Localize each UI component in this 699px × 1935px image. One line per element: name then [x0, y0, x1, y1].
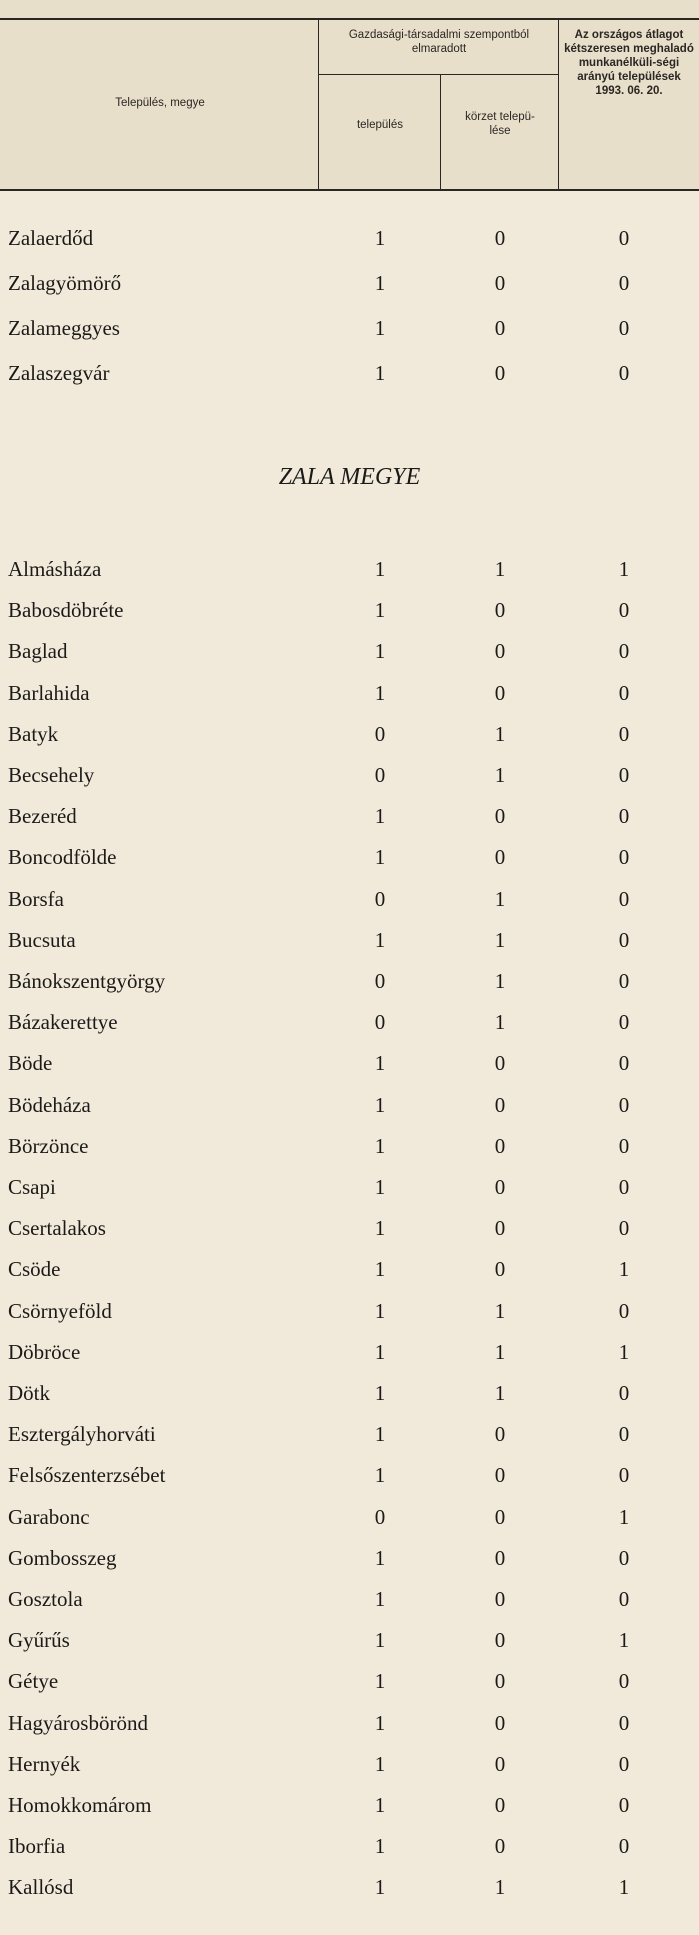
value-telepules: 1: [374, 1628, 386, 1653]
value-orszagos: 0: [618, 1010, 630, 1035]
value-orszagos: 0: [618, 1133, 630, 1158]
table-row: [0, 1249, 699, 1289]
value-telepules: 1: [374, 1422, 386, 1447]
value-korzet: 0: [494, 1092, 506, 1117]
value-orszagos: 0: [618, 598, 630, 623]
value-telepules: 1: [374, 316, 386, 340]
settlement-name: Garabonc: [8, 1504, 90, 1529]
value-korzet: 1: [494, 1010, 506, 1035]
value-telepules: 0: [374, 763, 386, 787]
table-row: [0, 1291, 699, 1331]
table-row: [0, 1744, 699, 1784]
section-title: ZALA MEGYE: [278, 464, 421, 490]
value-korzet: 1: [494, 721, 506, 746]
group-divider-rule: [318, 74, 559, 75]
value-telepules: 1: [374, 1133, 386, 1158]
value-korzet: 1: [494, 557, 506, 581]
col-divider-1: [318, 18, 319, 190]
value-korzet: 0: [494, 1587, 506, 1611]
value-orszagos: 0: [618, 316, 630, 340]
value-korzet: 0: [494, 316, 506, 340]
table-row: [0, 549, 699, 589]
value-telepules: 0: [374, 886, 386, 911]
settlement-name: Becsehely: [8, 763, 95, 787]
table-row: [0, 590, 699, 630]
table-row: [0, 308, 699, 348]
settlement-name: Zalameggyes: [8, 316, 120, 340]
value-telepules: 1: [374, 598, 386, 623]
header-bottom-rule: [0, 189, 699, 191]
value-korzet: 0: [494, 845, 506, 870]
value-korzet: 0: [494, 1710, 506, 1735]
table-row: [0, 673, 699, 713]
settlement-name: Börzönce: [8, 1133, 89, 1158]
col-divider-3: [558, 18, 559, 190]
settlement-name: Esztergályhorváti: [8, 1422, 156, 1447]
value-telepules: 1: [374, 226, 386, 250]
settlement-name: Csörnyeföld: [8, 1298, 112, 1323]
value-orszagos: 1: [618, 1257, 630, 1282]
settlement-name: Bezeréd: [8, 804, 77, 829]
value-korzet: 1: [494, 886, 506, 911]
table-row: [0, 755, 699, 795]
value-korzet: 1: [494, 927, 506, 952]
value-orszagos: 0: [618, 1051, 630, 1076]
table-row: [0, 1208, 699, 1248]
settlement-name: Borsfa: [8, 886, 64, 911]
table-row: [0, 961, 699, 1001]
settlement-name: Zalaerdőd: [8, 226, 94, 250]
col-divider-2: [440, 74, 441, 190]
table-row: [0, 1126, 699, 1166]
value-telepules: 1: [374, 1463, 386, 1488]
settlement-name: Böde: [8, 1051, 53, 1076]
value-korzet: 0: [494, 1793, 506, 1817]
value-telepules: 1: [374, 1257, 386, 1282]
value-orszagos: 0: [618, 804, 630, 829]
value-korzet: 0: [494, 1545, 506, 1570]
value-orszagos: 0: [618, 1545, 630, 1570]
value-telepules: 0: [374, 721, 386, 746]
table-header: [0, 0, 699, 191]
table-row: [0, 1785, 699, 1825]
table-row: [0, 1620, 699, 1660]
table-row: [0, 353, 699, 393]
settlement-name: Boncodfölde: [8, 845, 117, 870]
value-telepules: 1: [374, 1298, 386, 1323]
settlement-name: Bázakerettye: [8, 1010, 118, 1035]
value-orszagos: 0: [618, 361, 630, 385]
table-row: [0, 1085, 699, 1125]
table-row: [0, 1332, 699, 1372]
value-telepules: 1: [374, 1381, 386, 1405]
value-orszagos: 0: [618, 1092, 630, 1117]
value-telepules: 1: [374, 639, 386, 664]
value-orszagos: 0: [618, 1587, 630, 1611]
table-row: [0, 263, 699, 303]
value-orszagos: 0: [618, 680, 630, 705]
table-row: [0, 837, 699, 877]
settlement-name: Batyk: [8, 721, 59, 746]
value-telepules: 0: [374, 1504, 386, 1529]
settlement-name: Csöde: [8, 1257, 61, 1282]
value-orszagos: 0: [618, 1175, 630, 1199]
settlement-name: Gyűrűs: [8, 1628, 70, 1653]
table-row: [0, 631, 699, 671]
value-korzet: 0: [494, 680, 506, 705]
table-row: [0, 920, 699, 960]
value-telepules: 0: [374, 969, 386, 993]
settlement-name: Almásháza: [8, 557, 102, 581]
value-korzet: 0: [494, 1216, 506, 1241]
value-orszagos: 0: [618, 969, 630, 993]
value-orszagos: 0: [618, 271, 630, 295]
value-korzet: 0: [494, 1175, 506, 1199]
value-korzet: 0: [494, 226, 506, 250]
table-row: [0, 1497, 699, 1537]
value-korzet: 0: [494, 1751, 506, 1776]
value-orszagos: 0: [618, 763, 630, 787]
table-row: [0, 1455, 699, 1495]
value-orszagos: 0: [618, 927, 630, 952]
settlement-name: Zalaszegvár: [8, 361, 110, 385]
value-orszagos: 0: [618, 1834, 630, 1859]
table-row: [0, 1826, 699, 1866]
value-orszagos: 0: [618, 226, 630, 250]
value-korzet: 0: [494, 1257, 506, 1282]
value-korzet: 0: [494, 1133, 506, 1158]
settlement-name: Gombosszeg: [8, 1545, 117, 1570]
value-korzet: 1: [494, 763, 506, 787]
value-telepules: 1: [374, 1669, 386, 1694]
settlement-name: Csertalakos: [8, 1216, 106, 1241]
value-telepules: 1: [374, 557, 386, 581]
value-korzet: 0: [494, 598, 506, 623]
settlement-name: Gosztola: [8, 1587, 83, 1611]
value-telepules: 1: [374, 1710, 386, 1735]
value-telepules: 1: [374, 1216, 386, 1241]
value-korzet: 1: [494, 1298, 506, 1323]
value-telepules: 1: [374, 1339, 386, 1364]
table-row: [0, 218, 699, 258]
value-orszagos: 0: [618, 721, 630, 746]
value-korzet: 0: [494, 1834, 506, 1859]
table-row: [0, 1538, 699, 1578]
value-orszagos: 0: [618, 1669, 630, 1694]
value-telepules: 0: [374, 1010, 386, 1035]
value-orszagos: 0: [618, 1381, 630, 1405]
value-orszagos: 0: [618, 1216, 630, 1241]
value-korzet: 0: [494, 361, 506, 385]
value-orszagos: 1: [618, 1504, 630, 1529]
value-korzet: 0: [494, 271, 506, 295]
header-top-rule: [0, 18, 699, 20]
value-telepules: 1: [374, 271, 386, 295]
value-orszagos: 1: [618, 1339, 630, 1364]
value-korzet: 1: [494, 1339, 506, 1364]
value-telepules: 1: [374, 927, 386, 952]
value-telepules: 1: [374, 1175, 386, 1199]
settlement-name: Bucsuta: [8, 927, 76, 952]
table-row: [0, 1167, 699, 1207]
value-orszagos: 1: [618, 1628, 630, 1653]
value-orszagos: 0: [618, 639, 630, 664]
value-korzet: 0: [494, 639, 506, 664]
settlement-name: Gétye: [8, 1669, 59, 1694]
table-row: [0, 714, 699, 754]
settlement-name: Hernyék: [8, 1751, 81, 1776]
value-korzet: 0: [494, 804, 506, 829]
settlement-name: Babosdöbréte: [8, 598, 124, 623]
settlement-name: Homokkomárom: [8, 1793, 152, 1817]
table-row: [0, 1579, 699, 1619]
value-orszagos: 0: [618, 1298, 630, 1323]
value-orszagos: 0: [618, 1710, 630, 1735]
value-telepules: 1: [374, 1875, 386, 1900]
value-korzet: 0: [494, 1628, 506, 1653]
value-orszagos: 1: [618, 1875, 630, 1900]
table-row: [0, 1002, 699, 1042]
value-telepules: 1: [374, 845, 386, 870]
settlement-name: Bánokszentgyörgy: [8, 969, 166, 993]
value-korzet: 0: [494, 1504, 506, 1529]
value-telepules: 1: [374, 680, 386, 705]
table-row: [0, 1661, 699, 1701]
value-korzet: 0: [494, 1051, 506, 1076]
value-telepules: 1: [374, 361, 386, 385]
value-telepules: 1: [374, 1834, 386, 1859]
value-korzet: 0: [494, 1463, 506, 1488]
table-row: [0, 1414, 699, 1454]
value-korzet: 0: [494, 1422, 506, 1447]
settlement-name: Hagyárosbörönd: [8, 1710, 148, 1735]
value-telepules: 1: [374, 1545, 386, 1570]
value-orszagos: 1: [618, 557, 630, 581]
header-telepules: település: [356, 119, 404, 131]
settlement-name: Bödeháza: [8, 1092, 91, 1117]
value-korzet: 1: [494, 1381, 506, 1405]
table-row: [0, 796, 699, 836]
value-orszagos: 0: [618, 1422, 630, 1447]
value-korzet: 1: [494, 1875, 506, 1900]
table-row: [0, 1373, 699, 1413]
table-row: [0, 879, 699, 919]
value-telepules: 1: [374, 1587, 386, 1611]
value-telepules: 1: [374, 1751, 386, 1776]
settlement-name: Döbröce: [8, 1339, 81, 1364]
table-row: [0, 1043, 699, 1083]
value-korzet: 0: [494, 1669, 506, 1694]
value-telepules: 1: [374, 1793, 386, 1817]
value-telepules: 1: [374, 1092, 386, 1117]
settlement-name: Baglad: [8, 639, 68, 664]
value-telepules: 1: [374, 804, 386, 829]
header-settlement-county: Település, megye: [115, 97, 205, 109]
settlement-name: Zalagyömörő: [8, 271, 122, 295]
settlement-name: Iborfia: [8, 1834, 66, 1859]
settlement-name: Barlahida: [8, 680, 90, 705]
value-orszagos: 0: [618, 1751, 630, 1776]
header-korzet: körzet telepü-lése: [465, 111, 535, 137]
header-group-title: Gazdasági-társadalmi szempontból elmaradott: [348, 29, 530, 55]
settlement-name: Kallósd: [8, 1875, 74, 1900]
header-orszagos: Az országos átlagot kétszeresen meghaladó munkanélküli-ségi arányú települések 1993. 06. 20.: [564, 29, 694, 97]
settlement-name: Dötk: [8, 1381, 50, 1405]
settlement-name: Felsőszenterzsébet: [8, 1463, 166, 1488]
value-telepules: 1: [374, 1051, 386, 1076]
value-orszagos: 0: [618, 845, 630, 870]
value-orszagos: 0: [618, 1463, 630, 1488]
value-orszagos: 0: [618, 886, 630, 911]
table-row: [0, 1703, 699, 1743]
table-row: [0, 1867, 699, 1907]
settlement-name: Csapi: [8, 1175, 56, 1199]
value-orszagos: 0: [618, 1793, 630, 1817]
value-korzet: 1: [494, 969, 506, 993]
